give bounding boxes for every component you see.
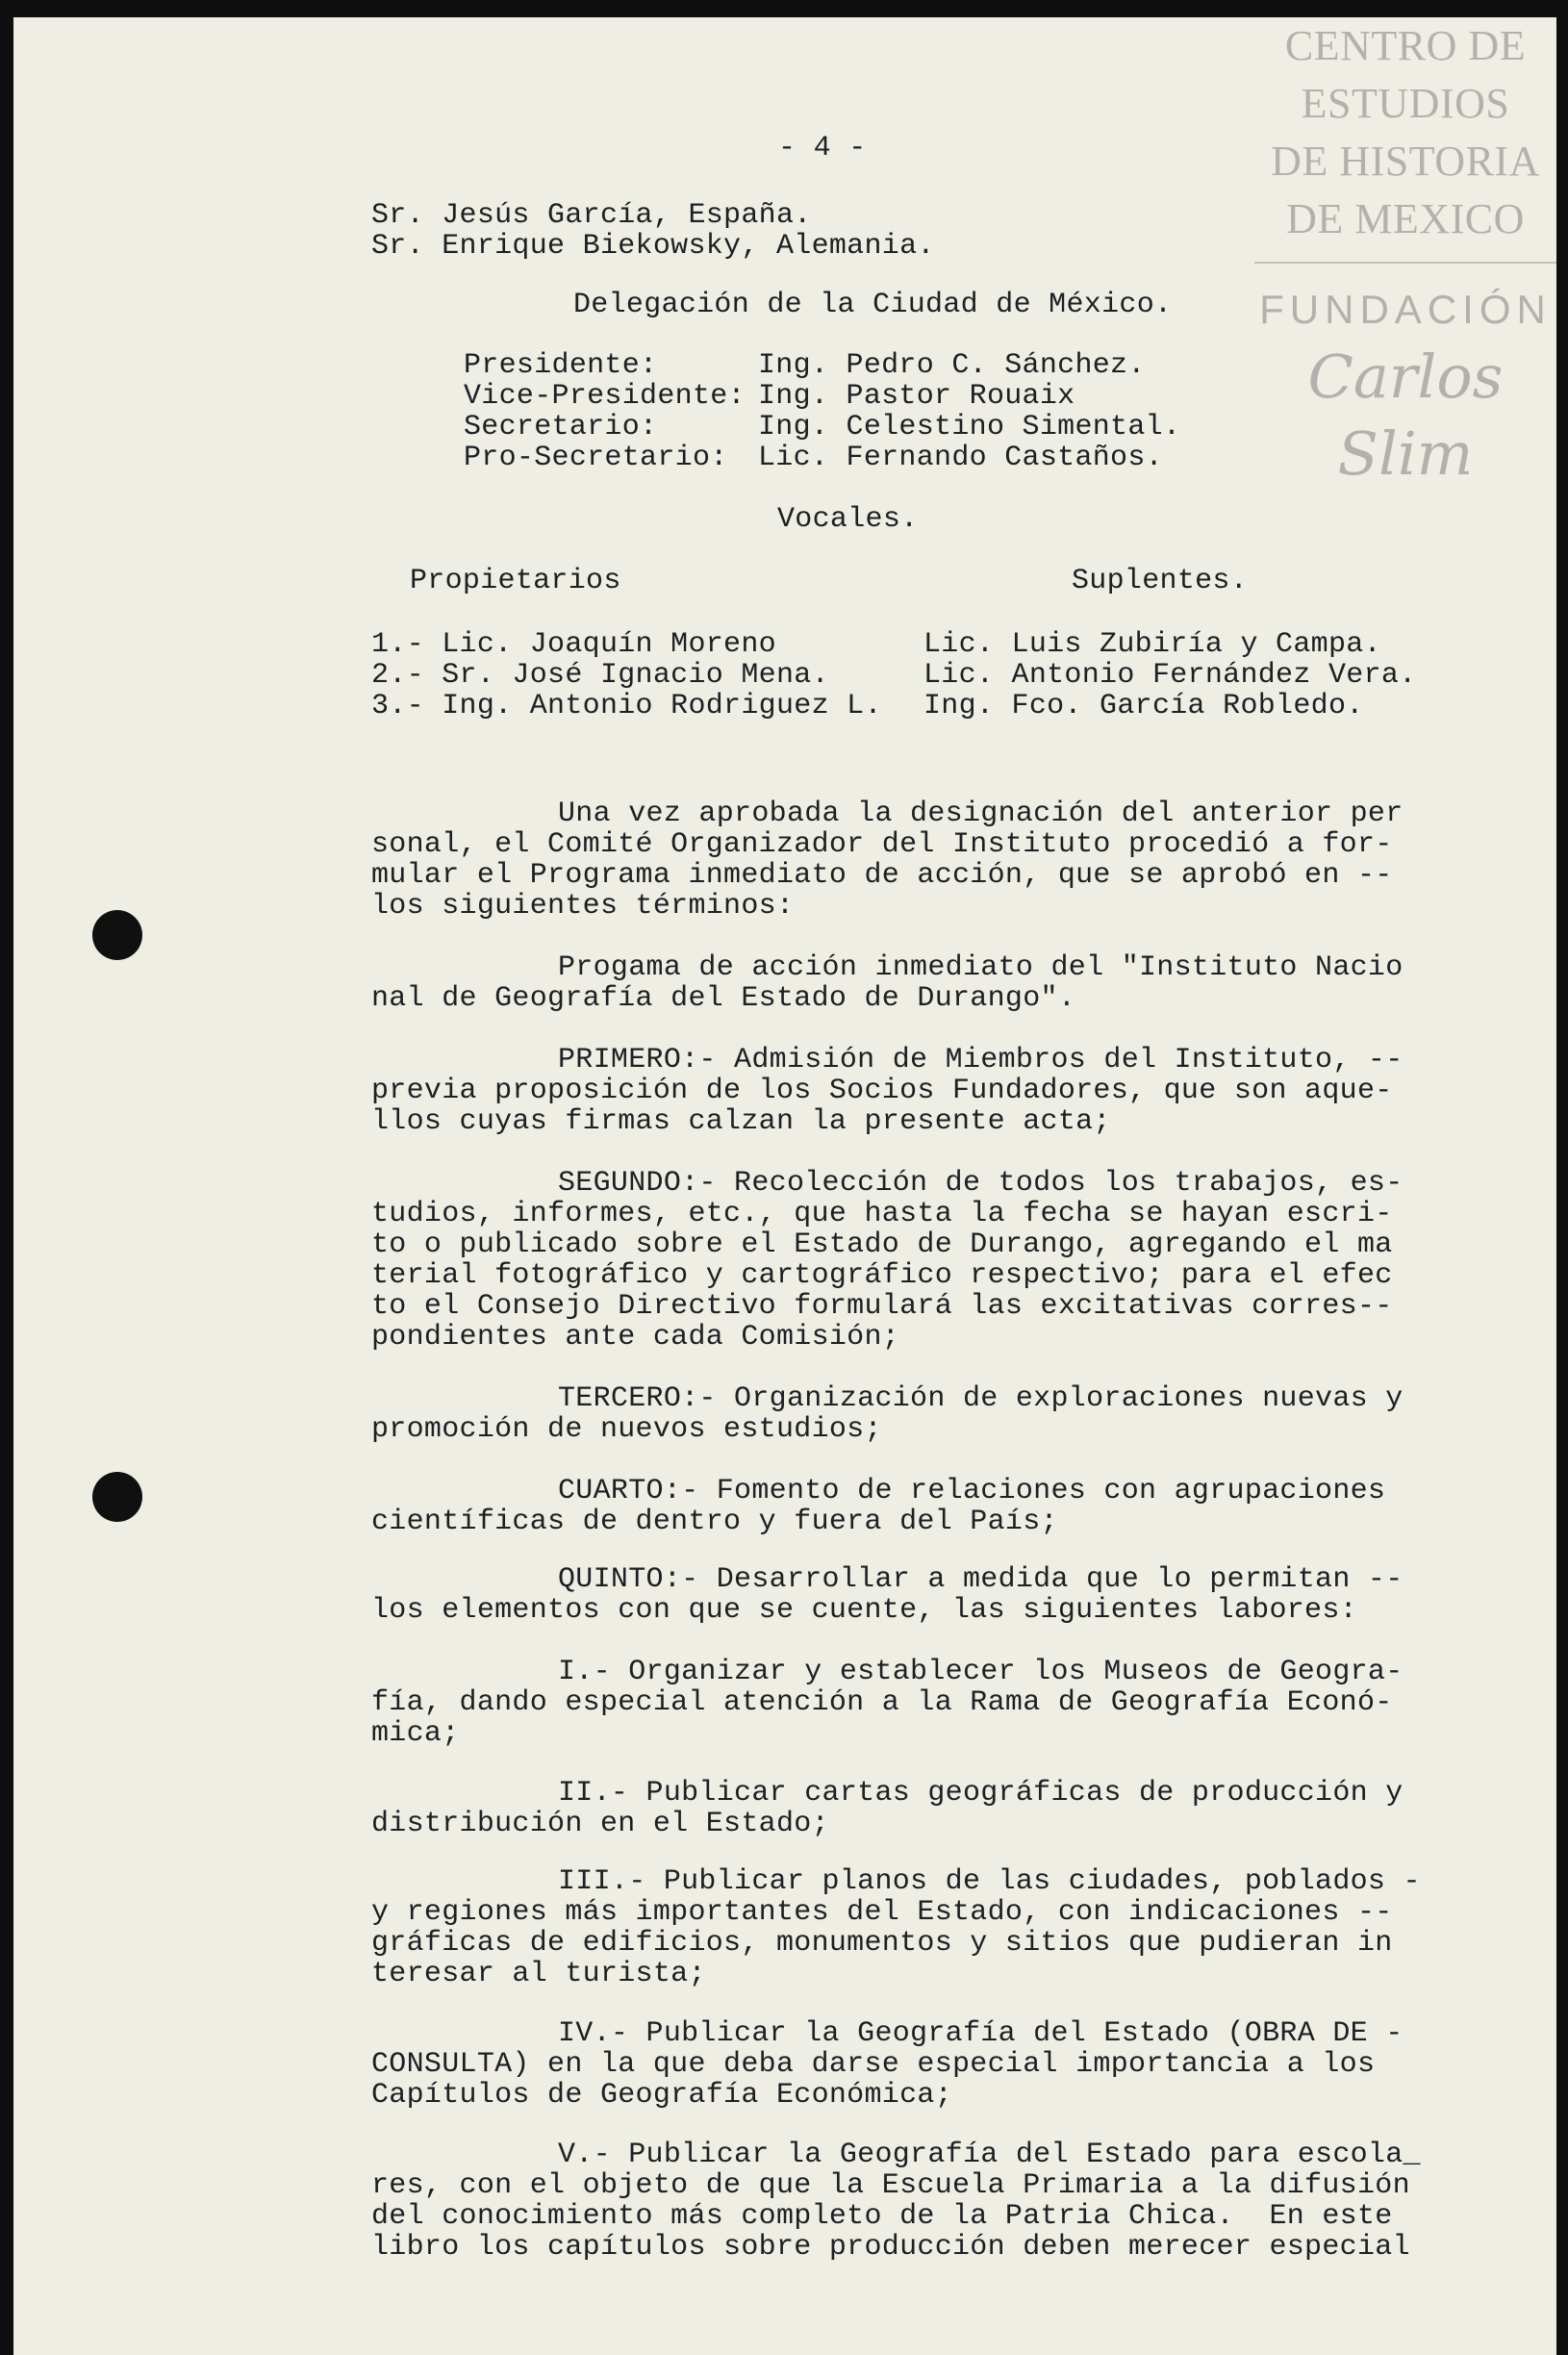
vocal-propietario: 3.- Ing. Antonio Rodriguez L.: [371, 690, 882, 722]
vocal-propietario: 2.- Sr. José Ignacio Mena.: [371, 659, 829, 692]
officer-name: Ing. Pastor Rouaix: [758, 380, 1075, 413]
officer-name: Ing. Celestino Simental.: [758, 411, 1181, 443]
paragraph-line: y regiones más importantes del Estado, con indicaciones --: [371, 1896, 1393, 1929]
punch-hole: [92, 910, 142, 960]
vocales-title: Vocales.: [777, 503, 919, 536]
paragraph-line: I.- Organizar y establecer los Museos de Geogra-: [558, 1656, 1404, 1688]
propietarios-header: Propietarios: [410, 565, 621, 597]
paragraph-line: del conocimiento más completo de la Patria Chica. En este: [371, 2200, 1393, 2233]
paragraph-line: Capítulos de Geografía Económica;: [371, 2079, 952, 2112]
paragraph-line: fía, dando especial atención a la Rama de Geografía Econó-: [371, 1686, 1393, 1719]
officer-role: Pro-Secretario:: [464, 442, 728, 474]
stamp-line: DE MEXICO: [1286, 195, 1525, 242]
punch-hole: [92, 1472, 142, 1522]
paragraph-line: pondientes ante cada Comisión;: [371, 1321, 900, 1354]
paragraph-line: libro los capítulos sobre producción deben merecer especial: [371, 2231, 1410, 2264]
paragraph-line: to el Consejo Directivo formulará las excitativas corres--: [371, 1290, 1393, 1323]
paragraph-line: Una vez aprobada la designación del anterior per: [558, 798, 1404, 830]
paragraph-line: gráficas de edificios, monumentos y sitios que pudieran in: [371, 1927, 1393, 1960]
stamp-signature: Carlos Slim: [1307, 342, 1504, 489]
paragraph-line: distribución en el Estado;: [371, 1808, 829, 1840]
paragraph-line: tudios, informes, etc., que hasta la fecha se hayan escri-: [371, 1198, 1393, 1230]
suplentes-header: Suplentes.: [1072, 565, 1249, 597]
paragraph-line: res, con el objeto de que la Escuela Primaria a la difusión: [371, 2169, 1410, 2202]
document-page: [13, 17, 1556, 2355]
paragraph-line: III.- Publicar planos de las ciudades, poblados -: [558, 1865, 1421, 1898]
stamp-line: ESTUDIOS: [1301, 80, 1510, 127]
officer-name: Lic. Fernando Castaños.: [758, 442, 1163, 474]
officer-role: Presidente:: [464, 349, 658, 382]
paragraph-line: promoción de nuevos estudios;: [371, 1413, 882, 1446]
officer-name: Ing. Pedro C. Sánchez.: [758, 349, 1146, 382]
paragraph-line: llos cuyas firmas calzan la presente acta;: [371, 1105, 1111, 1138]
paragraph-line: IV.- Publicar la Geografía del Estado (OBRA DE -: [558, 2017, 1404, 2050]
paragraph-line: QUINTO:- Desarrollar a medida que lo permitan --: [558, 1563, 1404, 1596]
vocal-suplente: Lic. Antonio Fernández Vera.: [923, 659, 1417, 692]
page-number: - 4 -: [778, 132, 867, 165]
paragraph-line: los siguientes términos:: [371, 890, 795, 923]
paragraph-line: científicas de dentro y fuera del País;: [371, 1506, 1058, 1538]
paragraph-line: II.- Publicar cartas geográficas de producción y: [558, 1777, 1404, 1810]
archive-stamp: [1254, 17, 1556, 493]
stamp-line: DE HISTORIA: [1271, 138, 1540, 185]
vocal-suplente: Lic. Luis Zubiría y Campa.: [923, 628, 1381, 661]
paragraph-line: to o publicado sobre el Estado de Durango, agregando el ma: [371, 1228, 1393, 1261]
officer-role: Vice-Presidente:: [464, 380, 746, 413]
paragraph-line: Progama de acción inmediato del "Instituto Nacio: [558, 951, 1404, 984]
paragraph-line: CONSULTA) en la que deba darse especial importancia a los: [371, 2048, 1376, 2081]
paragraph-line: terial fotográfico y cartográfico respectivo; para el efec: [371, 1259, 1393, 1292]
delegate-line: Sr. Jesús García, España.: [371, 199, 812, 232]
officer-role: Secretario:: [464, 411, 658, 443]
vocal-suplente: Ing. Fco. García Robledo.: [923, 690, 1364, 722]
stamp-foundation: FUNDACIÓN: [1259, 287, 1552, 332]
paragraph-line: SEGUNDO:- Recolección de todos los trabajos, es-: [558, 1167, 1404, 1200]
delegate-line: Sr. Enrique Biekowsky, Alemania.: [371, 230, 935, 263]
paragraph-line: teresar al turista;: [371, 1958, 706, 1990]
paragraph-line: nal de Geografía del Estado de Durango".: [371, 982, 1076, 1015]
paragraph-line: sonal, el Comité Organizador del Instituto procedió a for-: [371, 828, 1393, 861]
paragraph-line: mular el Programa inmediato de acción, que se aprobó en --: [371, 859, 1393, 892]
paragraph-line: los elementos con que se cuente, las siguientes labores:: [371, 1594, 1357, 1627]
paragraph-line: V.- Publicar la Geografía del Estado para escola_: [558, 2139, 1421, 2171]
paragraph-line: mica;: [371, 1717, 460, 1750]
paragraph-line: previa proposición de los Socios Fundadores, que son aque-: [371, 1075, 1393, 1107]
stamp-divider: [1254, 262, 1556, 264]
stamp-line: CENTRO DE: [1284, 22, 1527, 69]
vocal-propietario: 1.- Lic. Joaquín Moreno: [371, 628, 776, 661]
delegation-title: Delegación de la Ciudad de México.: [573, 289, 1173, 321]
paragraph-line: PRIMERO:- Admisión de Miembros del Instituto, --: [558, 1044, 1404, 1076]
paragraph-line: TERCERO:- Organización de exploraciones nuevas y: [558, 1382, 1404, 1415]
paragraph-line: CUARTO:- Fomento de relaciones con agrupaciones: [558, 1475, 1386, 1507]
